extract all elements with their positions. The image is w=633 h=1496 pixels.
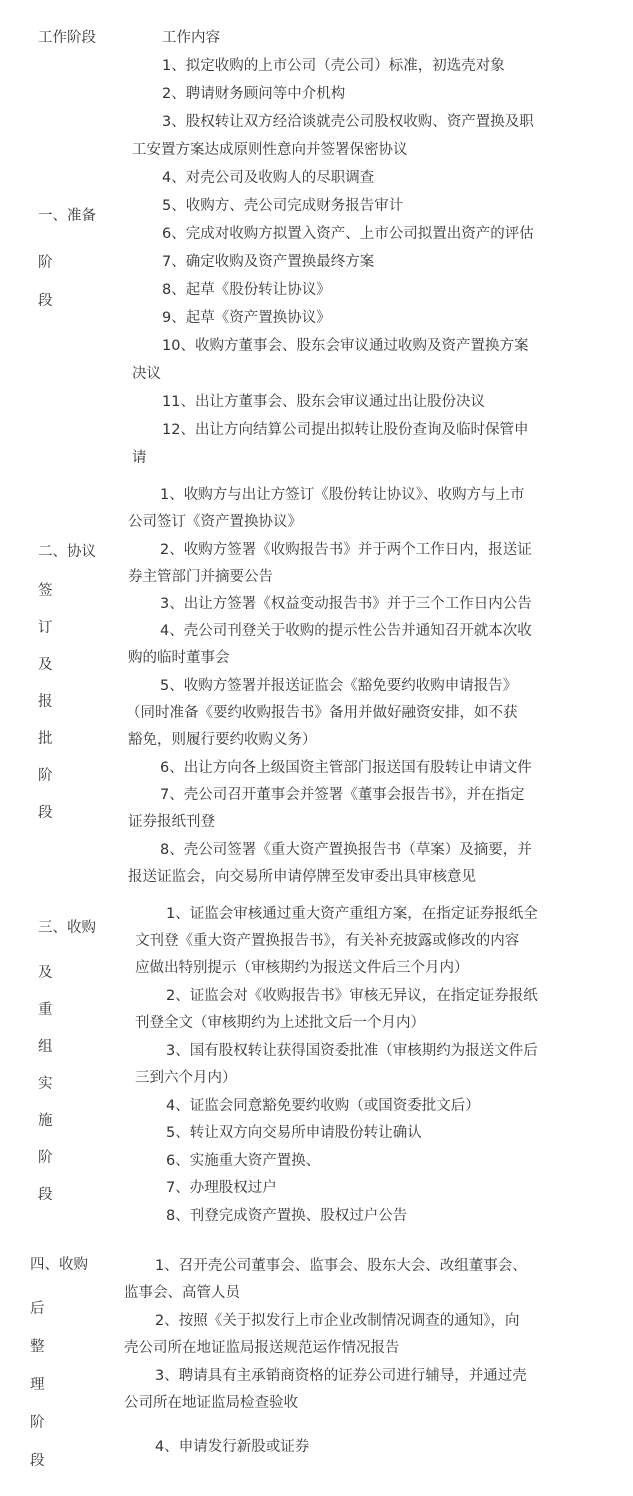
list-item: 3、聘请具有主承销商资格的证券公司进行辅导，并通过壳 (155, 1368, 527, 1384)
list-item: 2、聘请财务顾问等中介机构 (162, 86, 346, 102)
vertical-char: 实 (38, 1076, 53, 1092)
vertical-char: 整 (30, 1339, 45, 1355)
content-column-header: 工作内容 (162, 30, 220, 46)
list-item: 5、收购方签署并报送证监会《豁免要约收购申请报告》 (160, 678, 518, 694)
list-item: 1、召开壳公司董事会、监事会、股东大会、改组董事会、 (155, 1258, 527, 1274)
list-item: 7、确定收购及资产置换最终方案 (162, 254, 375, 270)
stage-vertical-label (30, 1290, 45, 1480)
list-item: 8、壳公司签署《重大资产置换报告书（草案）及摘要，并 (160, 842, 532, 858)
stage-title: 二、协议 (38, 544, 96, 560)
vertical-char: 订 (38, 620, 53, 636)
list-item-continuation: 文刊登《重大资产置换报告书》，有关补充披露或修改的内容 (135, 933, 520, 949)
list-item: 3、国有股权转让获得国资委批准（审核期约为报送文件后 (166, 1043, 538, 1059)
vertical-char: 阶 (38, 1150, 53, 1166)
list-item: 2、证监会对《收购报告书》审核无异议，在指定证券报纸 (166, 988, 538, 1004)
list-item-continuation: 监事会、高管人员 (124, 1285, 240, 1301)
vertical-char: 阶 (38, 768, 53, 784)
list-item: 6、实施重大资产置换、 (166, 1153, 321, 1169)
vertical-char: 阶 (38, 255, 53, 271)
list-item-continuation: 工安置方案达成原则性意向并签署保密协议 (132, 142, 408, 158)
stage-title: 三、收购 (38, 920, 96, 936)
vertical-char: 报 (38, 694, 53, 710)
vertical-char: 段 (38, 1187, 53, 1203)
list-item: 4、对壳公司及收购人的尽职调查 (162, 170, 375, 186)
list-item-continuation: 公司签订《资产置换协议》 (128, 514, 302, 530)
vertical-char: 段 (38, 805, 53, 821)
list-item: 8、起草《股份转让协议》 (162, 282, 331, 298)
vertical-char: 重 (38, 1002, 53, 1018)
list-item: 10、收购方董事会、股东会审议通过收购及资产置换方案 (162, 338, 529, 354)
stage-title: 一、准备 (38, 208, 96, 224)
list-item: 8、刊登完成资产置换、股权过户公告 (166, 1208, 408, 1224)
list-item-continuation: 报送证监会，向交易所申请停牌至发审委出具审核意见 (128, 869, 476, 885)
list-item-continuation: 券主管部门并摘要公告 (128, 569, 273, 585)
list-item: 4、壳公司刊登关于收购的提示性公告并通知召开就本次收 (160, 623, 532, 639)
list-item: 7、办理股权过户 (166, 1180, 277, 1196)
list-item: 7、壳公司召开董事会并签署《董事会报告书》，并在指定 (160, 787, 525, 803)
stage-vertical-label (38, 573, 53, 832)
list-item: 3、出让方签署《权益变动报告书》并于三个工作日内公告 (160, 596, 532, 612)
list-item: 5、收购方、壳公司完成财务报告审计 (162, 198, 404, 214)
vertical-char: 及 (38, 965, 53, 981)
list-item-continuation: 刊登全文（审核期约为上述批文后一个月内） (135, 1015, 425, 1031)
list-item-continuation: 购的临时董事会 (128, 650, 230, 666)
list-item: 1、拟定收购的上市公司（壳公司）标准，初选壳对象 (162, 58, 505, 74)
list-item: 11、出让方董事会、股东会审议通过出让股份决议 (162, 394, 485, 410)
vertical-char: 段 (38, 293, 53, 309)
list-item: 4、申请发行新股或证券 (155, 1439, 310, 1455)
vertical-char: 及 (38, 657, 53, 673)
list-item: 6、出让方向各上级国资主管部门报送国有股转让申请文件 (160, 760, 532, 776)
list-item-continuation: 请 (132, 450, 147, 466)
list-item-continuation: 豁免，则履行要约收购义务） (128, 732, 317, 748)
stage-title: 四、收购 (30, 1257, 88, 1273)
list-item: 4、证监会同意豁免要约收购（或国资委批文后） (166, 1098, 480, 1114)
vertical-char: 组 (38, 1039, 53, 1055)
vertical-char: 签 (38, 583, 53, 599)
vertical-char: 批 (38, 731, 53, 747)
list-item-continuation: 公司所在地证监局检查验收 (124, 1395, 298, 1411)
list-item: 6、完成对收购方拟置入资产、上市公司拟置出资产的评估 (162, 226, 534, 242)
vertical-char: 阶 (30, 1415, 45, 1431)
list-item-continuation: 壳公司所在地证监局报送规范运作情况报告 (124, 1340, 400, 1356)
list-item: 3、股权转让双方经洽谈就壳公司股权收购、资产置换及职 (162, 114, 534, 130)
list-item: 1、收购方与出让方签订《股份转让协议》、收购方与上市 (160, 487, 525, 503)
stage-vertical-label (38, 955, 53, 1214)
list-item: 2、收购方签署《收购报告书》并于两个工作日内，报送证 (160, 542, 532, 558)
vertical-char: 理 (30, 1377, 45, 1393)
vertical-char: 后 (30, 1301, 45, 1317)
stage-vertical-label (38, 244, 53, 320)
vertical-char: 段 (30, 1453, 45, 1469)
list-item-continuation: 证券报纸刊登 (128, 814, 215, 830)
list-item-continuation: （同时准备《要约收购报告书》备用并做好融资安排，如不获 (126, 705, 518, 721)
list-item: 5、转让双方向交易所申请股份转让确认 (166, 1125, 422, 1141)
stage-column-header: 工作阶段 (38, 30, 96, 46)
list-item: 2、按照《关于拟发行上市企业改制情况调查的通知》，向 (155, 1313, 520, 1329)
list-item: 12、出让方向结算公司提出拟转让股份查询及临时保管申 (162, 422, 529, 438)
list-item: 9、起草《资产置换协议》 (162, 310, 331, 326)
list-item-continuation: 决议 (132, 366, 161, 382)
list-item-continuation: 应做出特别提示（审核期约为报送文件后三个月内） (135, 960, 469, 976)
list-item: 1、证监会审核通过重大资产重组方案，在指定证券报纸全 (166, 906, 538, 922)
vertical-char: 施 (38, 1113, 53, 1129)
list-item-continuation: 三到六个月内） (135, 1070, 237, 1086)
